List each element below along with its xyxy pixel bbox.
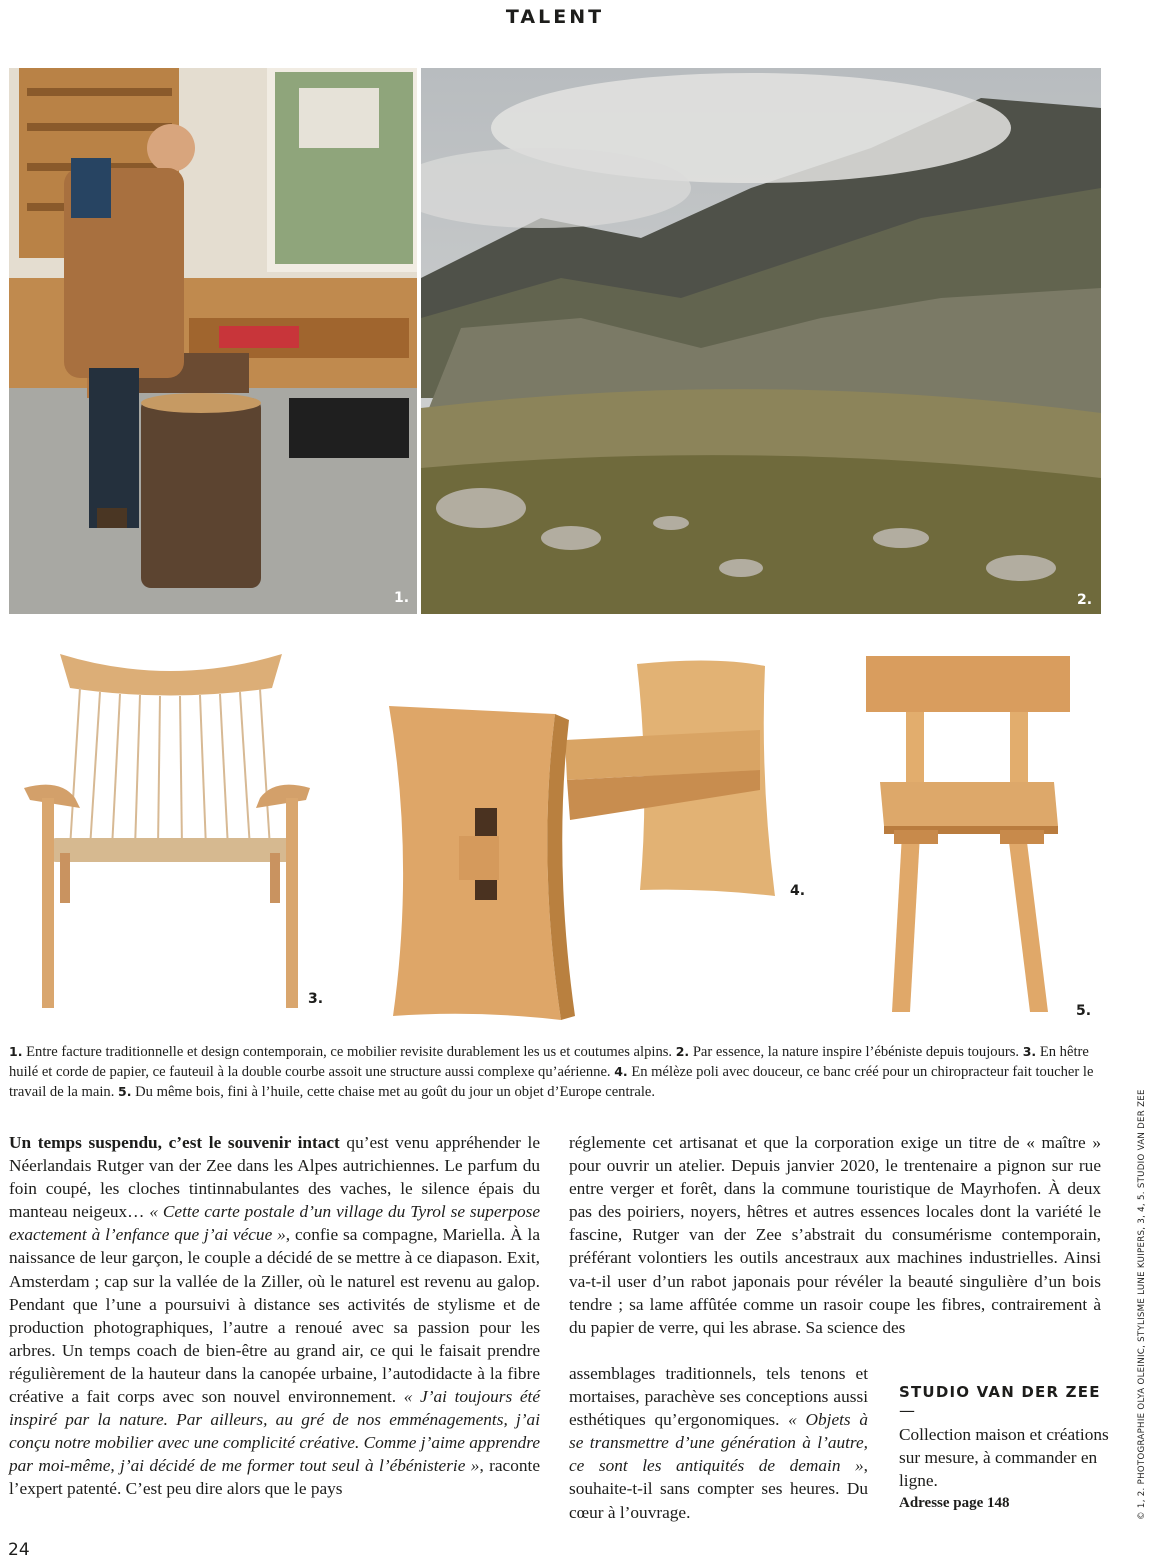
caption-number-1: 1. bbox=[9, 1044, 23, 1059]
article-text: assemblages traditionnels, tels tenons et mortaises, parachève ses conceptions aussi esthétiques qu’ergonomiques. bbox=[569, 1364, 868, 1430]
photo-number-5: 5. bbox=[1076, 1003, 1092, 1019]
photo-captions bbox=[9, 1042, 1102, 1103]
section-label: TALENT bbox=[505, 6, 605, 28]
photo-credit: © 1, 2. PHOTOGRAPHIE OLYA OLEINIC, STYLISME LUNE KUIPERS, 3, 4, 5. STUDIO VAN DER ZEE bbox=[1137, 1089, 1147, 1520]
caption-text-4: En mélèze poli avec douceur, ce banc créé pour un chiropracteur fait toucher le travail de la main. bbox=[9, 1064, 1094, 1101]
studio-infobox bbox=[899, 1383, 1109, 1512]
photo-chair bbox=[858, 650, 1070, 1015]
article-quote: « J’ai toujours été inspiré par la nature. Par ailleurs, au gré de nos emménagements, j’ai conçu notre mobilier avec une complicité créative. Comme j’aime apprendre par moi-même, j’ai décidé de me former tout seul à l’ébénisterie » bbox=[9, 1387, 540, 1476]
photo-number-4: 4. bbox=[790, 883, 806, 899]
caption-number-4: 4. bbox=[614, 1064, 628, 1080]
photo-number-1: 1. bbox=[394, 590, 410, 606]
article-text: , confie sa compagne, Mariella. À la naissance de leur garçon, le couple a décidé de se mettre à ce diapason. Exit, Amsterdam ; cap sur la vallée de la Ziller, où le naturel est revenu au galop. Pendant que l’une a poursuivi à distance ses activités de stylisme et de production photographiques, l’autre a renoué avec sa passion pour les arbres. Un temps coach de bien-être au grand air, ce qui le faisait prendre régulièrement de la hauteur dans la canopée urbaine, l’autodidacte à la fibre créative a fait corps avec son nouvel environnement. bbox=[9, 1225, 540, 1407]
article-text: qu’est venu appréhender le Néerlandais Rutger van der Zee dans les Alpes autrichiennes. Le parfum du foin coupé, les cloches tintinnabulantes des vaches, le silence épais du manteau neigeux… bbox=[9, 1133, 540, 1222]
article-quote: « Objets à se transmettre d’une génération à l’autre, ce sont les antiquités de demain » bbox=[569, 1410, 868, 1476]
photo-number-2: 2. bbox=[1077, 592, 1093, 608]
page-number: 24 bbox=[8, 1540, 30, 1560]
caption-text-3: En hêtre huilé et corde de papier, ce fauteuil à la double courbe assoit une structure aussi complexe qu’aérienne. bbox=[9, 1044, 1089, 1081]
article-text: réglemente cet artisanat et que la corporation exige un titre de « maître » pour ouvrir un atelier. Depuis janvier 2020, le trentenaire a pignon sur rue entre verger et forêt, dans la commune touristique de Mayrhofen. À deux pas des poiriers, noyers, hêtres et autres essences locales dont la variété le fascine, Rutger van der Zee s’abstrait du consumérisme contemporain, préférant volontiers les outils ancestraux aux machines industrielles. Ainsi va-t-il user d’un rabot japonais pour révéler la beauté singulière d’un bois tendre ; sa lame affûtée comme un rasoir coupe les fibres, contrairement à du papier de verre, qui les abrase. Sa science des bbox=[569, 1133, 1101, 1337]
article-column-2-continued bbox=[569, 1362, 868, 1524]
caption-number-2: 2. bbox=[675, 1044, 690, 1059]
article-text: , raconte l’expert patenté. C’est peu dire alors que le pays bbox=[9, 1456, 540, 1499]
caption-number-3: 3. bbox=[1022, 1044, 1037, 1059]
infobox-text: Collection maison et créations sur mesure, à commander en ligne. bbox=[899, 1425, 1109, 1490]
caption-text-1: Entre facture traditionnelle et design contemporain, ce mobilier revisite durablement les us et coutumes alpins. bbox=[22, 1044, 676, 1060]
photo-workshop bbox=[9, 68, 417, 614]
infobox-dash: — bbox=[899, 1401, 915, 1420]
article-text: , souhaite-t-il sans compter ses heures. Du cœur à l’ouvrage. bbox=[569, 1456, 868, 1522]
photo-bench bbox=[385, 660, 795, 1022]
infobox-address: Adresse page 148 bbox=[899, 1495, 1010, 1511]
photo-alpine-valley bbox=[421, 68, 1101, 614]
caption-text-5: Du même bois, fini à l’huile, cette chaise met au goût du jour un objet d’Europe centrale. bbox=[131, 1084, 656, 1101]
article-lead: Un temps suspendu, c’est le souvenir intact bbox=[9, 1133, 340, 1152]
article-column-1 bbox=[9, 1131, 540, 1501]
photo-number-3: 3. bbox=[308, 991, 324, 1007]
article-column-2 bbox=[569, 1131, 1101, 1339]
photo-armchair bbox=[20, 648, 320, 1012]
caption-number-5: 5. bbox=[118, 1084, 132, 1100]
article-quote: « Cette carte postale d’un village du Tyrol se superpose exactement à l’enfance que j’ai vécue » bbox=[9, 1202, 540, 1245]
caption-text-2: Par essence, la nature inspire l’ébéniste depuis toujours. bbox=[689, 1044, 1023, 1060]
infobox-title: STUDIO VAN DER ZEE bbox=[899, 1383, 1101, 1401]
